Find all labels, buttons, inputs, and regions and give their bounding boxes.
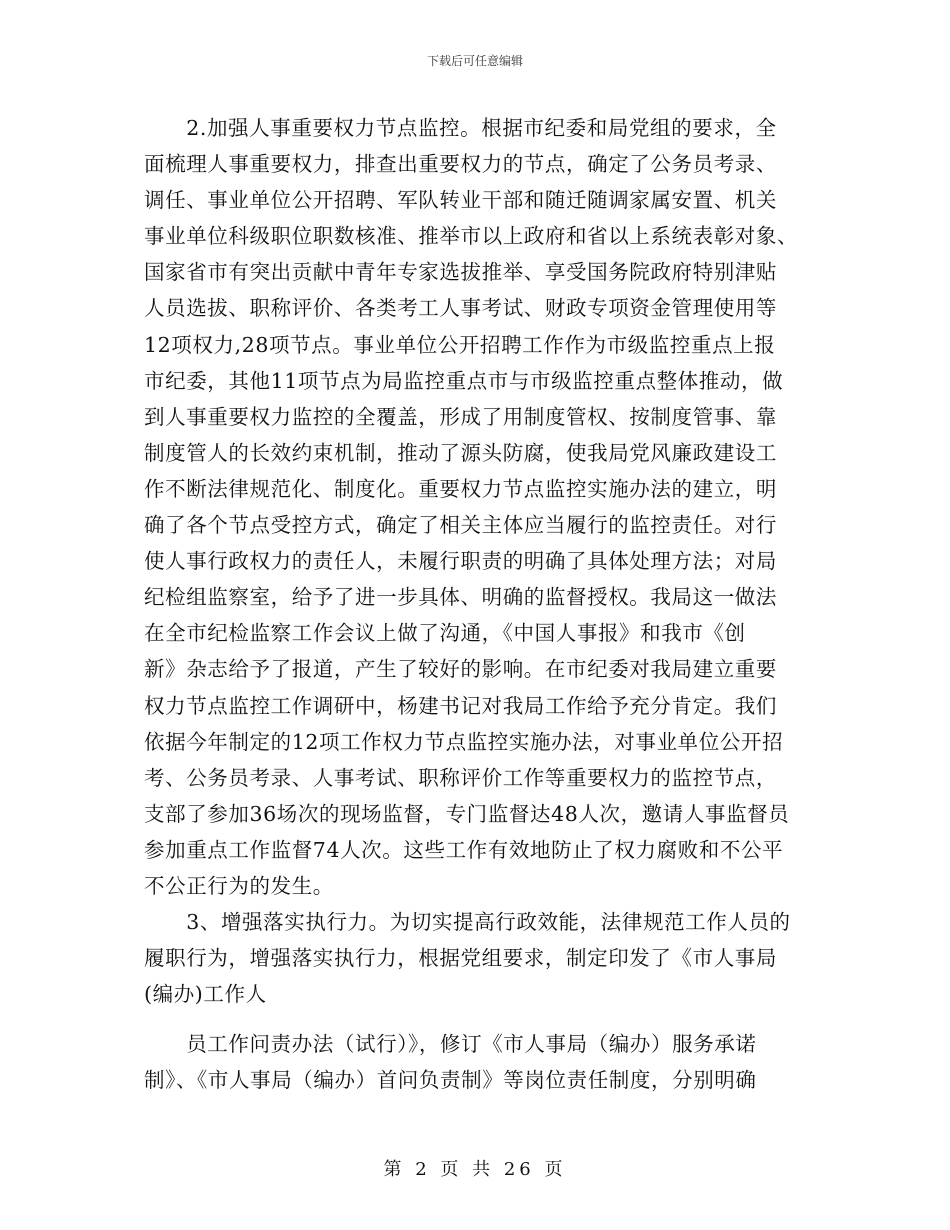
page-footer: 第 2 页 共 26 页 (383, 1159, 567, 1180)
text-line: 作不断法律规范化、制度化。重要权力节点监控实施办法的建立，明 (144, 476, 777, 501)
text-line: 在全市纪检监察工作会议上做了沟通，《中国人事报》和我市《创 (144, 621, 746, 646)
text-line: 支部了参加36场次的现场监督，专门监督达48人次，邀请人事监督员 (144, 801, 790, 826)
paragraph-gap (144, 1012, 809, 1026)
text-line: 事业单位科级职位职数核准、推举市以上政府和省以上系统表彰对象、 (144, 224, 799, 249)
text-line: 依据今年制定的12项工作权力节点监控实施办法，对事业单位公开招 (144, 729, 784, 754)
text-line: 2.加强人事重要权力节点监控。根据市纪委和局党组的要求，全 (144, 116, 777, 140)
text-line: 12项权力,28项节点。事业单位公开招聘工作作为市级监控重点上报 (144, 332, 776, 357)
text-line: 3、增强落实执行力。为切实提高行政效能，法律规范工作人员的 (144, 910, 791, 935)
text-line: 人员选拔、职称评价、各类考工人事考试、财政专项资金管理使用等 (144, 296, 777, 321)
text-line: 使人事行政权力的责任人，未履行职责的明确了具体处理方法；对局 (144, 549, 777, 574)
text-line: 制》、《市人事局（编办）首问负责制》等岗位责任制度，分别明确 (144, 1068, 757, 1093)
text-line: 新》杂志给予了报道，产生了较好的影响。在市纪委对我局建立重要 (144, 657, 777, 682)
text-line: 员工作问责办法（试行）》，修订《市人事局（编办）服务承诺 (144, 1032, 757, 1057)
text-line: 不公正行为的发生。 (144, 873, 334, 898)
document-body (144, 110, 809, 1099)
text-line: 到人事重要权力监控的全覆盖，形成了用制度管权、按制度管事、靠 (144, 404, 777, 429)
text-line: 调任、事业单位公开招聘、军队转业干部和随迁随调家属安置、机关 (144, 188, 777, 213)
text-line: 国家省市有突出贡献中青年专家选拔推举、享受国务院政府特别津贴 (144, 260, 777, 285)
page-header: 下载后可任意编辑 (426, 54, 523, 68)
text-line: 参加重点工作监督74人次。这些工作有效地防止了权力腐败和不公平 (144, 837, 784, 862)
text-line: 面梳理人事重要权力，排查出重要权力的节点，确定了公务员考录、 (144, 152, 777, 177)
text-line: 市纪委，其他11项节点为局监控重点市与市级监控重点整体推动，做 (144, 368, 784, 393)
text-line: 履职行为，增强落实执行力，根据党组要求，制定印发了《市人事局 (144, 946, 777, 971)
text-line: 制度管人的长效约束机制，推动了源头防腐，使我局党风廉政建设工 (144, 440, 777, 465)
text-line: 确了各个节点受控方式，确定了相关主体应当履行的监控责任。对行 (144, 513, 777, 538)
text-line: 考、公务员考录、人事考试、职称评价工作等重要权力的监控节点， (144, 765, 777, 790)
text-line: (编办)工作人 (144, 982, 267, 1007)
text-line: 纪检组监察室，给予了进一步具体、明确的监督授权。我局这一做法 (144, 585, 777, 610)
text-line: 权力节点监控工作调研中，杨建书记对我局工作给予充分肯定。我们 (144, 693, 777, 718)
